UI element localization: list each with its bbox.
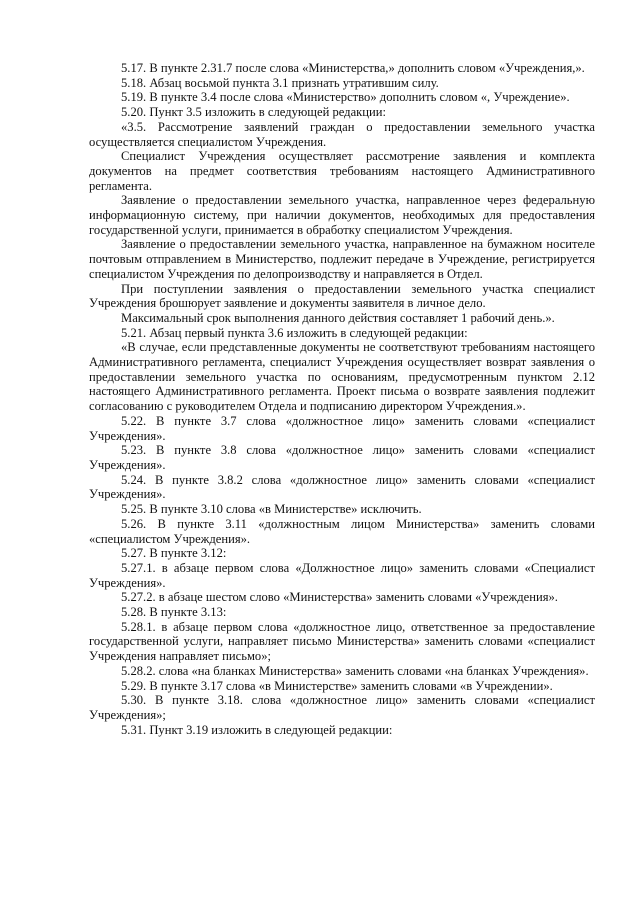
paragraph-5-27-1: 5.27.1. в абзаце первом слова «Должностное лицо» заменить словами «Специалист Учреждения». [89,560,595,590]
paragraph-personal-file: При поступлении заявления о предоставлении земельного участка специалист Учреждения брошюрует заявление и документы заявителя в личное дело. [89,281,595,311]
paragraph-5-22: 5.22. В пункте 3.7 слова «должностное лицо» заменить словами «специалист Учреждения». [89,413,595,443]
paragraph-5-27-2: 5.27.2. в абзаце шестом слово «Министерства» заменить словами «Учреждения». [121,590,558,605]
paragraph-federal-system: Заявление о предоставлении земельного участка, направленное через федеральную информационную систему, при наличии документов, необходимых для предоставления государственной услуги, принимается в обработку специалистом Учреждения. [89,193,595,237]
paragraph-5-21: 5.21. Абзац первый пункта 3.6 изложить в следующей редакции: [121,325,468,340]
paragraph-5-25: 5.25. В пункте 3.10 слова «в Министерстве» исключить. [121,502,422,517]
paragraph-5-28: 5.28. В пункте 3.13: [121,605,227,620]
paragraph-paper-mail: Заявление о предоставлении земельного участка, направленное на бумажном носителе почтовым отправлением в Министерство, подлежит передаче в Учреждение, регистрируется специалистом Учреждения по делопроизводству и направляется в Отдел. [89,237,595,281]
paragraph-5-20: 5.20. Пункт 3.5 изложить в следующей редакции: [121,105,387,120]
paragraph-5-28-1: 5.28.1. в абзаце первом слова «должностное лицо, ответственное за предоставление государственной услуги, направляет письмо Министерства» заменить словами «специалист Учреждения направляет письмо»; [89,619,595,664]
paragraph-5-29: 5.29. В пункте 3.17 слова «в Министерстве» заменить словами «в Учреждении». [121,678,553,693]
paragraph-5-23: 5.23. В пункте 3.8 слова «должностное лицо» заменить словами «специалист Учреждения». [89,443,595,472]
paragraph-3-6-quote: «В случае, если представленные документы не соответствуют требованиям настоящего Административного регламента, специалист Учреждения осуществляет возврат заявления о предоставлении земельного участка по основаниям, предусмотренным пунктом 2.12 настоящего Административного регламента. Проект письма о возврате заявления подлежит согласованию с руководителем Отдела и подписанию директором Учреждения.». [89,340,595,414]
paragraph-5-27: 5.27. В пункте 3.12: [121,546,227,561]
paragraph-5-31: 5.31. Пункт 3.19 изложить в следующей редакции: [121,722,393,737]
paragraph-5-30: 5.30. В пункте 3.18. слова «должностное лицо» заменить словами «специалист Учреждения»; [89,693,595,722]
paragraph-5-28-2: 5.28.2. слова «на бланках Министерства» заменить словами «на бланках Учреждения». [121,663,589,678]
paragraph-specialist-review: Специалист Учреждения осуществляет рассмотрение заявления и комплекта документов на предмет соответствия требованиям настоящего Административного регламента. [89,149,595,193]
paragraph-5-19: 5.19. В пункте 3.4 после слова «Министерство» дополнить словом «, Учреждение». [121,90,570,105]
paragraph-5-18: 5.18. Абзац восьмой пункта 3.1 признать утратившим силу. [121,75,439,90]
paragraph-5-24: 5.24. В пункте 3.8.2 слова «должностное лицо» заменить словами «специалист Учреждения». [89,472,595,502]
paragraph-5-17: 5.17. В пункте 2.31.7 после слова «Министерства,» дополнить словом «Учреждения,». [121,61,585,75]
paragraph-max-term: Максимальный срок выполнения данного действия составляет 1 рабочий день.». [121,310,555,325]
document-page [89,61,595,737]
paragraph-3-5-quote: «3.5. Рассмотрение заявлений граждан о предоставлении земельного участка осуществляется специалистом Учреждения. [89,119,595,149]
paragraph-5-26: 5.26. В пункте 3.11 «должностным лицом Министерства» заменить словами «специалистом Учреждения». [89,516,595,546]
